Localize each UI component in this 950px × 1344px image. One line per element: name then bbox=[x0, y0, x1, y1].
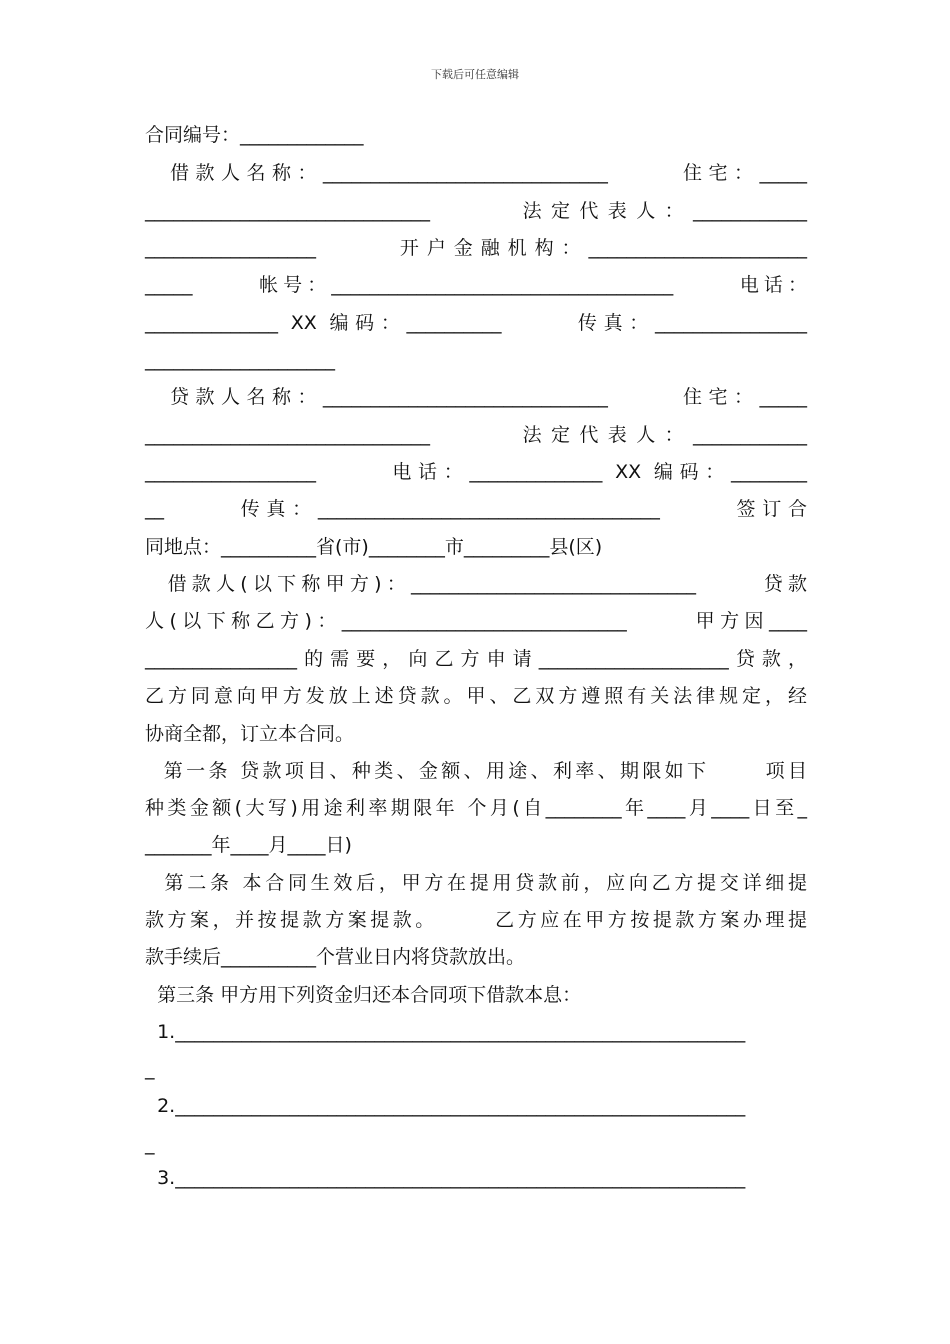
article-1-period-end: _______年____月____日) bbox=[145, 834, 352, 856]
borrower-fax-continuation: ____________________ bbox=[145, 349, 335, 371]
agreement-end-line: 协商全都，订立本合同。 bbox=[145, 723, 355, 745]
contract-number-line: 合同编号：_____________ bbox=[145, 124, 364, 146]
lender-legal-rep-line: ______________________________ 法定代表人：____________ bbox=[145, 424, 807, 446]
article-2-line: 第二条 本合同生效后，甲方在提用贷款前，应向乙方提交详细提 bbox=[145, 872, 807, 894]
party-a-line: 借款人(以下称甲方)：______________________________ 贷款 bbox=[145, 573, 807, 595]
article-1-period-line: 种类金额(大写)用途利率期限年 个月(自________年____月____日至_ bbox=[145, 797, 807, 819]
agreement-line: 乙方同意向甲方发放上述贷款。甲、乙双方遵照有关法律规定，经 bbox=[145, 685, 807, 707]
lender-fax-line: __ 传真：____________________________________ 签订合 bbox=[145, 498, 807, 520]
page-header: 下载后可任意编辑 bbox=[431, 68, 519, 81]
borrower-name-line: 借款人名称：______________________________ 住宅：_____ bbox=[145, 162, 807, 184]
loan-purpose-line: ________________的需要，向乙方申请____________________贷款， bbox=[145, 648, 807, 670]
article-1-line: 第一条 贷款项目、种类、金额、用途、利率、期限如下 项目 bbox=[145, 760, 807, 782]
borrower-legal-rep-line: ______________________________ 法定代表人：____________ bbox=[145, 200, 807, 222]
lender-name-line: 贷款人名称：______________________________ 住宅：_____ bbox=[145, 386, 807, 408]
lender-phone-line: __________________ 电话：______________ XX 编码：________ bbox=[145, 461, 807, 483]
repayment-item-1: 1.____________________________________________________________ bbox=[145, 1021, 746, 1043]
article-2-continuation: 款方案，并按提款方案提款。 乙方应在甲方按提款方案办理提 bbox=[145, 909, 807, 931]
repayment-item-2-wrap: _ bbox=[145, 1133, 155, 1155]
repayment-item-3: 3.____________________________________________________________ bbox=[145, 1167, 746, 1189]
borrower-account-line: _____ 帐号：____________________________________ 电话： bbox=[145, 274, 807, 296]
article-2-end: 款手续后__________个营业日内将贷款放出。 bbox=[145, 946, 526, 968]
repayment-item-1-wrap: _ bbox=[145, 1058, 155, 1080]
borrower-bank-line: __________________ 开户金融机构：_______________________ bbox=[145, 237, 807, 259]
repayment-item-2: 2.____________________________________________________________ bbox=[145, 1095, 746, 1117]
signing-place-line: 同地点：__________省(市)________市_________县(区) bbox=[145, 536, 603, 558]
party-b-line: 人(以下称乙方)：______________________________ 甲方因____ bbox=[145, 610, 807, 632]
borrower-postcode-line: ______________ XX 编码：__________ 传真：________________ bbox=[145, 312, 807, 334]
article-3-line: 第三条 甲方用下列资金归还本合同项下借款本息： bbox=[145, 984, 582, 1006]
